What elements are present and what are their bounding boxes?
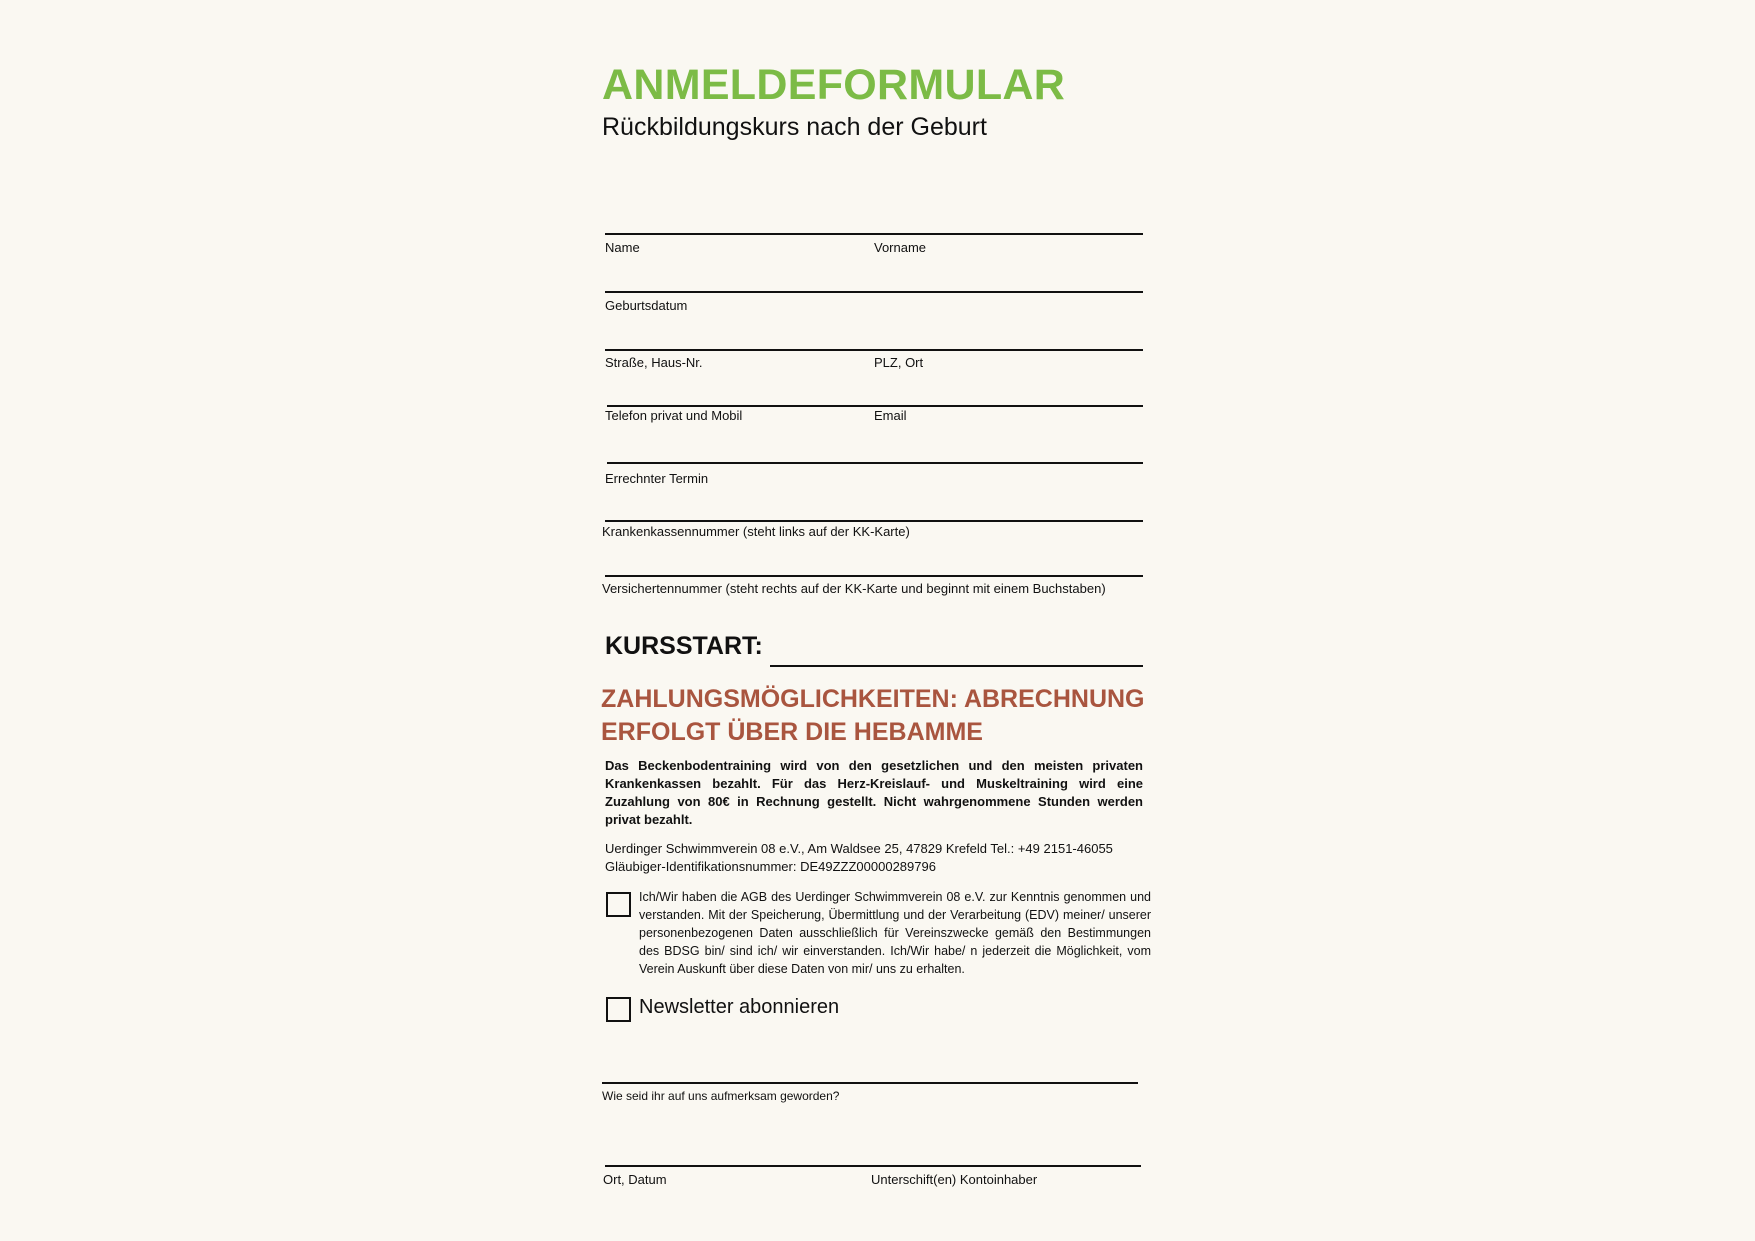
form-title: ANMELDEFORMULAR (602, 61, 1066, 109)
source-line (602, 1082, 1138, 1084)
signature-line (605, 1165, 1141, 1167)
kursstart-line (770, 665, 1143, 667)
name-line (605, 233, 1143, 235)
geburtsdatum-line (605, 291, 1143, 293)
ort-datum-field[interactable] (606, 1141, 860, 1167)
email-label: Email (874, 408, 907, 423)
newsletter-label: Newsletter abonnieren (639, 996, 840, 1018)
signature-label: Unterschift(en) Kontoinhaber (871, 1172, 1038, 1187)
termin-line (607, 462, 1143, 464)
strasse-label: Straße, Haus-Nr. (605, 355, 703, 370)
kursstart-label: KURSSTART: (605, 632, 763, 660)
form-subtitle: Rückbildungskurs nach der Geburt (602, 113, 987, 141)
signature-field[interactable] (872, 1141, 1141, 1167)
source-field[interactable] (603, 1058, 1137, 1084)
termin-label: Errechnter Termin (605, 471, 709, 486)
club-address: Uerdinger Schwimmverein 08 e.V., Am Waldsee 25, 47829 Krefeld Tel.: +49 2151-46055 (605, 841, 1113, 856)
newsletter-checkbox[interactable] (606, 997, 631, 1022)
source-label: Wie seid ihr auf uns aufmerksam geworden? (602, 1089, 840, 1103)
creditor-id: Gläubiger-Identifikationsnummer: DE49ZZZ00000289796 (605, 859, 936, 874)
telefon-label: Telefon privat und Mobil (605, 408, 743, 423)
payment-heading: ZAHLUNGSMÖGLICHKEITEN: ABRECHNUNG ERFOLGT ÜBER DIE HEBAMME (601, 685, 1145, 746)
consent-text: Ich/Wir haben die AGB des Uerdinger Schwimmverein 08 e.V. zur Kenntnis genommen und verstanden. Mit der Speicherung, Übermittlung und der Verarbeitung (EDV) meiner/ unserer personenbezogenen Daten ausschließlich für Vereinszwecke gemäß den Bestimmungen des BDSG bin/ sind ich/ wir einverstanden. Ich/Wir habe/ n jederzeit die Möglichkeit, vom Verein Auskunft über diese Daten von mir/ uns zu erhalten. (639, 890, 1151, 976)
versicherten-label: Versichertennummer (steht rechts auf der KK-Karte und beginnt mit einem Buchstaben) (602, 581, 1106, 596)
kursstart-field[interactable] (772, 639, 1141, 665)
strasse-line (605, 349, 1143, 351)
versicherten-line (605, 575, 1143, 577)
geburtsdatum-label: Geburtsdatum (605, 298, 688, 313)
vorname-label: Vorname (874, 240, 927, 255)
plz-ort-label: PLZ, Ort (874, 355, 924, 370)
ort-datum-label: Ort, Datum (603, 1172, 667, 1187)
telefon-field[interactable] (607, 381, 866, 407)
kk-nummer-line (605, 520, 1143, 522)
telefon-line (607, 405, 1143, 407)
consent-checkbox[interactable] (606, 892, 631, 917)
kk-nummer-label: Krankenkassennummer (steht links auf der KK-Karte) (602, 524, 910, 539)
name-label: Name (605, 240, 640, 255)
payment-text: Das Beckenbodentraining wird von den gesetzlichen und den meisten privaten Krankenkassen bezahlt. Für das Herz-Kreislauf- und Muskeltraining wird eine Zuzahlung von 80€ in Rechnung gestellt. Nicht wahrgenommene Stunden werden privat bezahlt. (605, 758, 1143, 827)
email-field[interactable] (874, 381, 1143, 407)
